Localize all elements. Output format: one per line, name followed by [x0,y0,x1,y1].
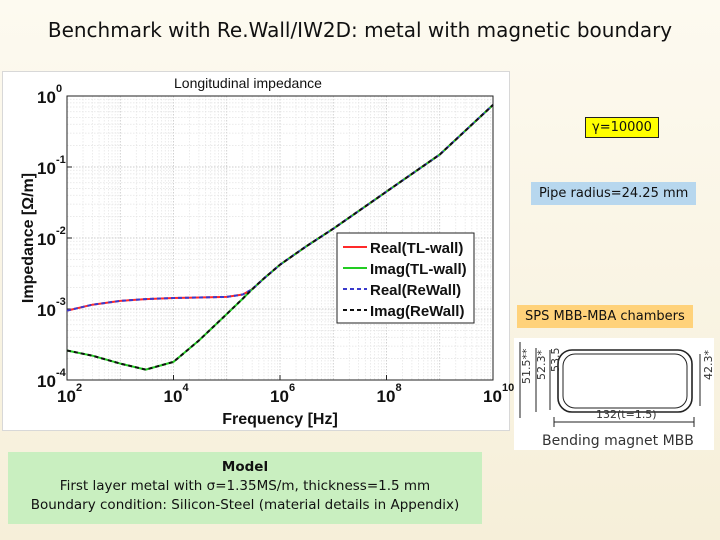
y-axis-label: Impedance [Ω/m] [20,172,37,304]
chambers-callout: SPS MBB-MBA chambers [517,305,693,328]
slide-title: Benchmark with Re.Wall/IW2D: metal with magnetic boundary [47,18,673,42]
model-box [8,452,482,524]
model-line-2: Boundary condition: Silicon-Steel (material details in Appendix) [30,497,460,513]
y-tick-label: 10 [37,372,56,391]
legend-label: Imag(TL-wall) [370,261,467,278]
y-tick-label: 10 [37,301,56,320]
y-tick-label: 10 [37,230,56,249]
x-tick-exponent: 6 [289,382,296,394]
y-tick-exponent: -1 [56,154,66,166]
dim-label: 51.5** [520,348,533,384]
plot-title: Longitudinal impedance [170,74,326,92]
legend-label: Imag(ReWall) [370,303,465,320]
x-tick-exponent: 10 [502,382,515,394]
x-tick-label: 10 [57,387,76,406]
y-tick-exponent: -3 [56,296,66,308]
gamma-callout: γ=10000 [585,117,659,138]
drawing-caption: Bending magnet MBB [542,433,694,449]
x-tick-exponent: 4 [182,382,189,394]
impedance-plot [3,72,515,430]
x-tick-label: 10 [163,387,183,406]
y-tick-exponent: 0 [56,83,63,95]
impedance-plot-panel [2,71,515,431]
model-line-1: First layer metal with σ=1.35MS/m, thickness=1.5 mm [59,478,431,494]
y-tick-exponent: -2 [56,225,66,237]
model-heading: Model [221,459,269,475]
chamber-drawing [514,338,714,450]
chamber-inner-outline [563,354,687,408]
legend-label: Real(TL-wall) [370,240,464,257]
x-axis-label: Frequency [Hz] [222,411,338,428]
x-tick-label: 10 [270,387,289,406]
width-label: 132(t=1.5) [596,408,657,421]
dim-label: 42.3* [702,350,715,380]
chamber-outline [558,350,692,412]
x-tick-exponent: 8 [395,382,402,394]
y-tick-label: 10 [37,159,56,178]
y-tick-exponent: -4 [56,367,66,379]
legend-label: Real(ReWall) [370,282,462,299]
chamber-cross-section [514,338,714,450]
y-tick-label: 10 [37,88,56,107]
pipe-radius-callout: Pipe radius=24.25 mm [531,182,696,205]
x-tick-exponent: 2 [76,382,83,394]
x-tick-label: 10 [483,387,502,406]
dim-label: 53.5 [549,347,562,372]
x-tick-label: 10 [376,387,396,406]
dim-label: 52.3* [535,350,548,380]
